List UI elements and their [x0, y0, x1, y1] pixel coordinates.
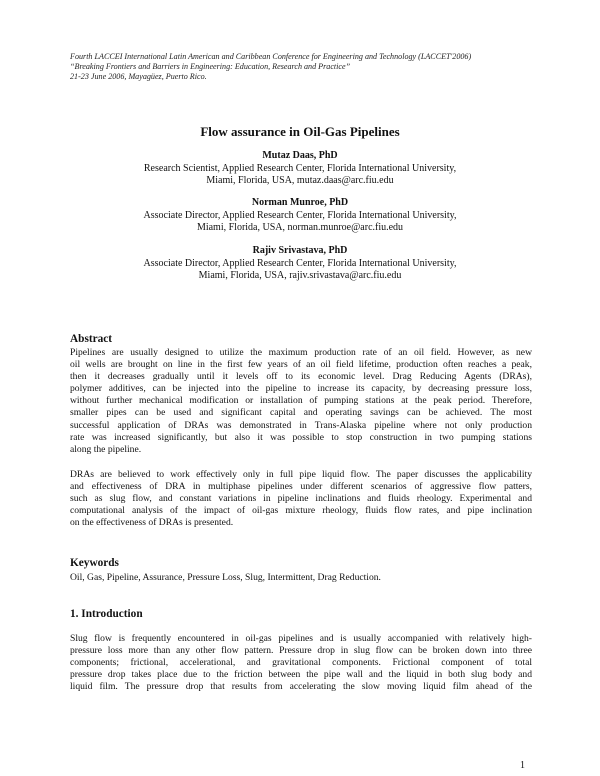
conference-line: “Breaking Frontiers and Barriers in Engineering: Education, Research and Practice” — [70, 62, 351, 72]
text-line: smaller pipes can be used and significant capital and operating savings can be achieved. The most — [70, 407, 532, 419]
text-line: such as slug flow, and constant variations in pipeline inclinations and fluids rheology. Experimental and — [70, 493, 532, 505]
author-affiliation: Research Scientist, Applied Research Center, Florida International University, — [143, 162, 457, 174]
text-line: polymer additives, can be injected into the pipeline to increase its capacity, by decreasing pressure loss, — [70, 383, 532, 395]
text-line: pressure drop takes place due to the friction between the pipe wall and the liquid in both slug body and — [70, 669, 532, 681]
text-line: Oil, Gas, Pipeline, Assurance, Pressure Loss, Slug, Intermittent, Drag Reduction. — [70, 572, 381, 583]
author-affiliation: Associate Director, Applied Research Center, Florida International University, — [143, 209, 457, 221]
text-line: DRAs are believed to work effectively only in full pipe liquid flow. The paper discusses the applicability — [70, 469, 532, 480]
text-line: Slug flow is frequently encountered in oil-gas pipelines and is usually accompanied with relatively high- — [70, 633, 532, 644]
text-line: computational analysis of the impact of oil-gas mixture rheology, fluids flow rates, and pipe inclination — [70, 505, 532, 517]
abstract-paragraph — [70, 347, 532, 456]
text-line: then it decreases gradually until it levels off to its economic level. Drag Reducing Agents (DRAs), — [70, 371, 532, 383]
text-line: without further mechanical modification or installation of pumping stations at the peak period. Therefore, — [70, 395, 532, 407]
conference-line: Fourth LACCEI International Latin American and Caribbean Conference for Engineering and Technology (LACCET'2006) — [70, 52, 472, 61]
author-name: Mutaz Daas, PhD — [262, 150, 338, 161]
text-line: successful application of DRAs was demonstrated in Trans-Alaska pipeline where not only production — [70, 419, 532, 431]
abstract-paragraph — [70, 469, 532, 529]
text-line: components; frictional, accelerational, and gravitational components. Frictional component of total — [70, 657, 532, 669]
author-affiliation: Associate Director, Applied Research Center, Florida International University, — [143, 257, 457, 269]
introduction-paragraph — [70, 633, 532, 693]
text-line: rate was increased significantly, but also it was possible to stop construction in two pumping stations — [70, 431, 532, 443]
text-line: and effectiveness of DRA in multiphase pipelines under different scenarios of aggressive flow patters, — [70, 481, 532, 493]
text-line: pressure loss more than any other flow pattern. Pressure drop in slug flow can be broken down into three — [70, 645, 532, 657]
keywords-paragraph — [70, 572, 532, 584]
text-line: along the pipeline. — [70, 443, 142, 455]
paper-title: Flow assurance in Oil-Gas Pipelines — [200, 124, 400, 139]
author-affiliation: Miami, Florida, USA, norman.munroe@arc.fiu.edu — [196, 222, 404, 234]
conference-line: 21-23 June 2006, Mayagüez, Puerto Rico. — [70, 72, 207, 82]
author-name: Rajiv Srivastava, PhD — [252, 245, 348, 256]
author-name: Norman Munroe, PhD — [251, 197, 349, 208]
text-line: on the effectiveness of DRAs is presented. — [70, 517, 234, 529]
author-affiliation: Miami, Florida, USA, mutaz.daas@arc.fiu.edu — [206, 175, 394, 187]
conference-header — [70, 52, 550, 83]
abstract-heading: Abstract — [70, 333, 113, 345]
author-affiliation: Miami, Florida, USA, rajiv.srivastava@arc.fiu.edu — [198, 270, 402, 282]
introduction-heading: 1. Introduction — [70, 608, 143, 620]
text-line: liquid film. The pressure drop that results from accelerating the slow moving liquid film ahead of the — [70, 681, 532, 693]
text-line: Pipelines are usually designed to utilize the maximum production rate of an oil field. However, as new — [70, 347, 532, 358]
author-block — [0, 197, 600, 235]
author-block — [0, 150, 600, 188]
author-block — [0, 245, 600, 283]
page-number: 1 — [520, 760, 525, 771]
keywords-heading: Keywords — [70, 557, 119, 569]
text-line: oil wells are brought on line in the first few years of an oil field lifetime, production often reaches a peak, — [70, 359, 532, 371]
